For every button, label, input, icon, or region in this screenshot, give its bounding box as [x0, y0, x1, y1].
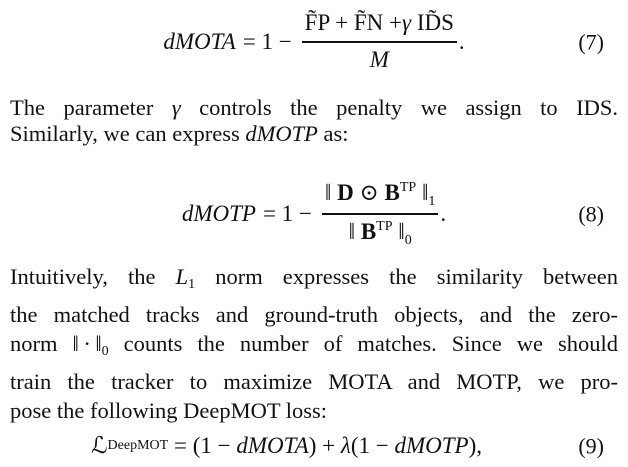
eq9-t4: ),: [468, 432, 483, 458]
eq7-lhs: dMOTA: [163, 28, 236, 54]
text-line: [10, 121, 618, 147]
p2-l3a: norm: [10, 331, 73, 356]
eq7-relation: = 1 −: [242, 28, 292, 54]
eq7-number: (7): [578, 29, 604, 55]
eq7-fraction: [302, 9, 457, 74]
p2-L-sub: 1: [188, 277, 196, 292]
p1-l2b: as:: [317, 121, 349, 146]
eq8-fraction: [322, 179, 439, 250]
text-line: [10, 262, 618, 300]
eq9-lambda: λ: [340, 432, 351, 458]
eq7-period: .: [458, 28, 465, 54]
norm-open: ‖: [324, 179, 338, 205]
p1-l2a: Similarly, we can express: [10, 121, 246, 146]
text-line: [10, 329, 618, 367]
text-line: [10, 95, 618, 121]
equation-9-body: [91, 432, 482, 461]
matrix-B: B: [384, 179, 400, 205]
eq7-plus2: +: [383, 10, 403, 36]
eq8-lhs: dMOTP: [181, 200, 256, 226]
eq7-ids: ID̃S: [411, 10, 454, 36]
equation-7: [10, 6, 618, 78]
eq9-t3: (1 −: [350, 432, 395, 458]
p2-l1b: norm expresses the similarity between: [195, 264, 619, 289]
zero-norm-sub: 0: [101, 344, 109, 359]
odot-operator: ⊙: [353, 179, 385, 205]
subscript-1: 1: [428, 193, 436, 209]
p1-l1b: controls the penalty we assign to IDS.: [180, 95, 618, 120]
fraction-bar: [302, 41, 457, 43]
equation-8: [10, 174, 618, 254]
script-L-loss-symbol: ℒ: [90, 432, 108, 459]
eq9-dmotp: dMOTP: [394, 432, 469, 458]
paragraph-1: [10, 95, 618, 147]
subscript-0: 0: [404, 232, 412, 248]
p1-dmotp: dMOTP: [245, 121, 318, 146]
text-line: train the tracker to maximize MOTA and MOTP, we pro-: [10, 368, 618, 394]
superscript-TP: TP: [376, 218, 393, 234]
text-line: pose the following DeepMOT loss:: [10, 398, 328, 423]
eq7-fn: F̃N: [353, 10, 384, 36]
eq9-dmota: dMOTA: [236, 432, 309, 458]
eq8-denominator: [346, 218, 415, 250]
eq8-period: .: [440, 200, 447, 226]
paragraph-2: [10, 262, 618, 426]
p2-L: L: [175, 264, 189, 289]
eq9-t1: (1 −: [192, 432, 237, 458]
norm-close: ‖: [416, 179, 429, 205]
eq7-numerator: [302, 9, 457, 38]
eq9-equals: =: [168, 432, 193, 458]
p1-gamma: γ: [171, 95, 181, 120]
eq8-relation: = 1 −: [262, 200, 312, 226]
eq8-numerator: [322, 179, 439, 211]
fraction-bar: [322, 213, 439, 215]
eq7-fp: F̃P: [304, 10, 330, 36]
norm-close: ‖: [392, 218, 405, 244]
eq9-number: (9): [578, 433, 604, 459]
loss-subscript-deepmot: DeepMOT: [107, 438, 169, 454]
eq7-gamma: γ: [402, 10, 412, 36]
norm-open: ‖: [348, 218, 361, 244]
eq9-t2: ) +: [308, 432, 341, 458]
equation-8-body: [182, 179, 446, 250]
eq8-number: (8): [578, 201, 604, 227]
matrix-B: B: [360, 218, 377, 244]
equation-9: [10, 428, 618, 464]
eq7-denominator: M: [369, 46, 389, 72]
matrix-D: D: [337, 179, 354, 205]
eq7-plus1: +: [329, 10, 354, 36]
superscript-TP: TP: [399, 179, 417, 195]
p2-l3b: counts the number of matches. Since we should: [108, 331, 619, 356]
zero-norm-symbol: ‖ · ‖: [72, 331, 102, 356]
equation-7-body: [163, 9, 464, 74]
p1-l1a: The parameter: [10, 95, 172, 120]
p2-l1a: Intuitively, the: [10, 264, 176, 289]
text-line: the matched tracks and ground-truth objects, and the zero-: [10, 301, 618, 327]
